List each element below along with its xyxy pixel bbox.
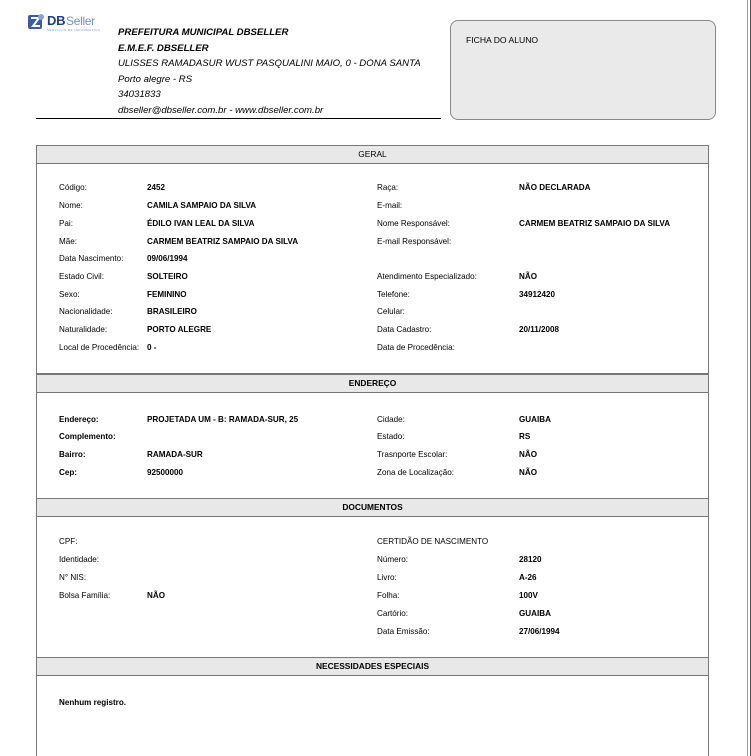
field-label: E-mail Responsável: <box>377 237 452 246</box>
field-label: Identidade: <box>59 555 100 564</box>
section-header: ENDEREÇO <box>37 375 708 393</box>
field-label: Atendimento Especializado: <box>377 272 477 281</box>
field-label: Nome: <box>59 201 83 210</box>
field-label: Bolsa Família: <box>59 591 111 600</box>
field-label: Complemento: <box>59 432 116 441</box>
field-value: 27/06/1994 <box>519 627 560 636</box>
dbseller-logo <box>27 13 107 35</box>
dbseller-logo-icon <box>27 13 45 31</box>
ficha-title-box <box>450 20 716 120</box>
no-records-text: Nenhum registro. <box>59 698 127 707</box>
school-contact: dbseller@dbseller.com.br - www.dbseller.com.br <box>118 104 324 116</box>
field-label: Raça: <box>377 183 399 192</box>
field-label: E-mail: <box>377 201 403 210</box>
field-label: Nacionalidade: <box>59 307 113 316</box>
field-value: 100V <box>519 591 538 600</box>
field-value: PROJETADA UM - B: RAMADA-SUR, 25 <box>147 415 299 424</box>
field-label: Cep: <box>59 468 77 477</box>
field-label: Estado Civil: <box>59 272 104 281</box>
field-value: 0 - <box>147 343 157 352</box>
institution-name: PREFEITURA MUNICIPAL DBSELLER <box>118 27 289 38</box>
field-label: Pai: <box>59 219 73 228</box>
section-geral <box>36 145 709 374</box>
section-documentos <box>36 498 709 658</box>
logo-text-seller: Seller <box>66 14 95 28</box>
field-label: Data Nascimento: <box>59 254 124 263</box>
birth-certificate-heading: CERTIDÃO DE NASCIMENTO <box>377 537 489 546</box>
field-value: 34912420 <box>519 290 556 299</box>
field-value: ÉDILO IVAN LEAL DA SILVA <box>147 219 255 228</box>
field-label: Número: <box>377 555 409 564</box>
field-label: Sexo: <box>59 290 80 299</box>
field-label: Cidade: <box>377 415 405 424</box>
field-value: GUAIBA <box>519 609 551 618</box>
school-phone: 34031833 <box>118 89 161 101</box>
header-rule <box>36 118 441 119</box>
field-label: Celular: <box>377 307 405 316</box>
field-label: Nome Responsável: <box>377 219 450 228</box>
field-value: PORTO ALEGRE <box>147 325 212 334</box>
field-value: CAMILA SAMPAIO DA SILVA <box>147 201 257 210</box>
field-label: Estado: <box>377 432 405 441</box>
school-address: ULISSES RAMADASUR WUST PASQUALINI MAIO, 0 - DONA SANTA <box>118 58 421 70</box>
field-label: Trasnporte Escolar: <box>377 450 448 459</box>
field-value: NÃO <box>519 450 537 459</box>
field-label: Data de Procedência: <box>377 343 455 352</box>
field-value: FEMININO <box>147 290 187 299</box>
field-value: NÃO <box>147 591 165 600</box>
field-label: Mãe: <box>59 237 77 246</box>
field-value: 2452 <box>147 183 166 192</box>
field-value: RAMADA-SUR <box>147 450 203 459</box>
field-label: Zona de Localização: <box>377 468 454 477</box>
section-header: NECESSIDADES ESPECIAIS <box>37 658 708 676</box>
field-value: BRASILEIRO <box>147 307 197 316</box>
field-label: Endereço: <box>59 415 99 424</box>
section-endereco <box>36 374 709 499</box>
section-necessidades <box>36 657 709 756</box>
field-label: Livro: <box>377 573 397 582</box>
field-label: Bairro: <box>59 450 86 459</box>
field-label: Código: <box>59 183 87 192</box>
section-header: DOCUMENTOS <box>37 499 708 517</box>
field-label: Data Emissão: <box>377 627 430 636</box>
logo-tagline: SERVIÇOS DE INFORMÁTICA <box>47 28 101 32</box>
section-header: GERAL <box>37 146 708 164</box>
field-value: RS <box>519 432 531 441</box>
field-value: 20/11/2008 <box>519 325 560 334</box>
page-edge-inner <box>747 0 748 756</box>
field-value: NÃO <box>519 272 537 281</box>
field-value: NÃO DECLARADA <box>519 183 591 192</box>
field-label: Folha: <box>377 591 400 600</box>
field-value: A-26 <box>519 573 537 582</box>
ficha-title: FICHA DO ALUNO <box>466 35 539 45</box>
field-value: CARMEM BEATRIZ SAMPAIO DA SILVA <box>147 237 299 246</box>
field-label: Cartório: <box>377 609 409 618</box>
field-label: Local de Procedência: <box>59 343 140 352</box>
field-value: 28120 <box>519 555 542 564</box>
institution-info <box>118 25 421 119</box>
field-value: GUAIBA <box>519 415 551 424</box>
field-value: 09/06/1994 <box>147 254 188 263</box>
field-label: Telefone: <box>377 290 410 299</box>
logo-text-db: DB <box>47 13 66 28</box>
field-label: N° NIS: <box>59 573 87 582</box>
field-value: 92500000 <box>147 468 184 477</box>
school-name: E.M.E.F. DBSELLER <box>118 42 209 54</box>
field-value: SOLTEIRO <box>147 272 188 281</box>
field-value: NÃO <box>519 468 537 477</box>
field-label: Data Cadastro: <box>377 325 432 334</box>
field-label: Naturalidade: <box>59 325 108 334</box>
field-value: CARMEM BEATRIZ SAMPAIO DA SILVA <box>519 219 671 228</box>
school-city: Porto alegre - RS <box>118 73 193 85</box>
field-label: CPF: <box>59 537 78 546</box>
